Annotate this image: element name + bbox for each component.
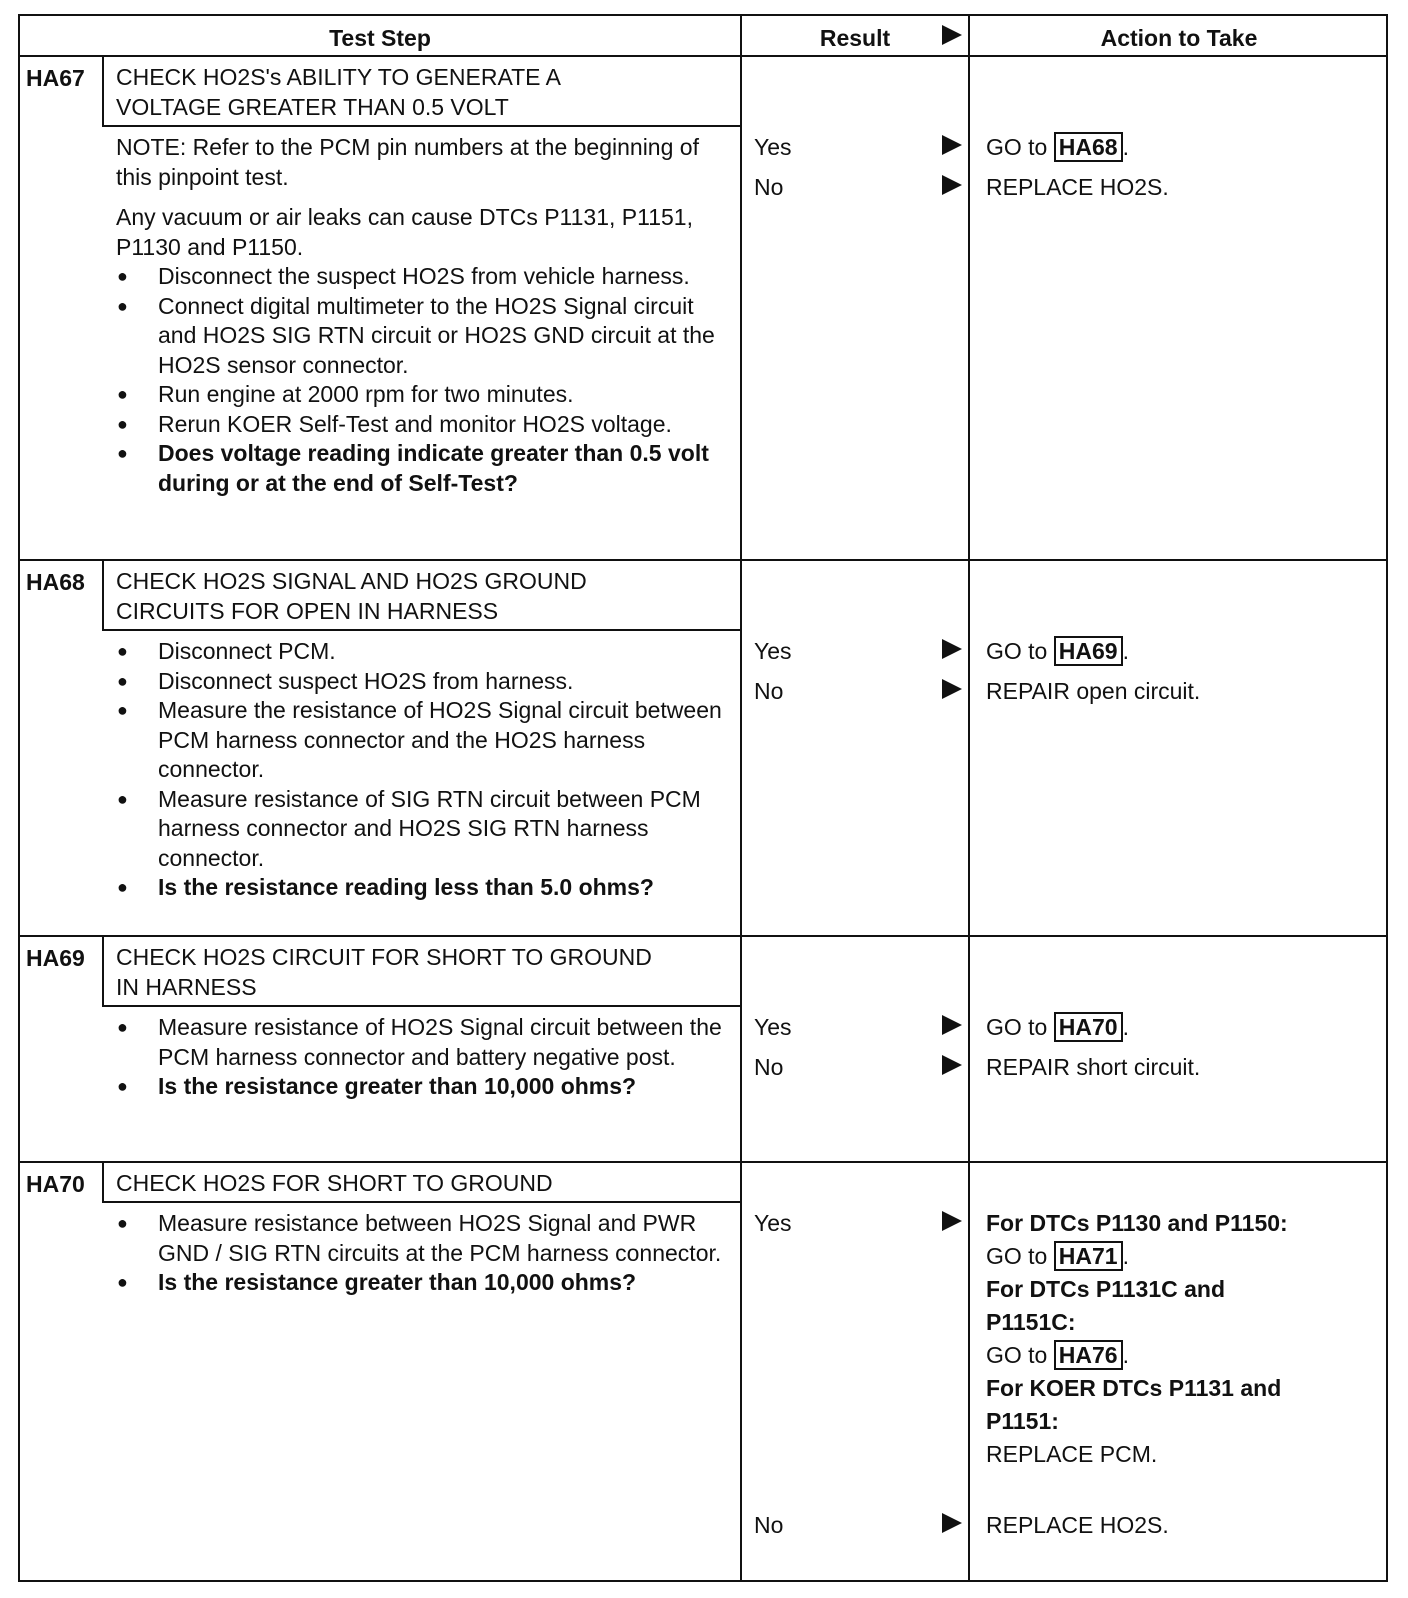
result-no-ha69: No	[754, 1054, 784, 1080]
ha67-id-divider	[102, 55, 104, 125]
intro-text: Any vacuum or air leaks can cause DTCs P1131, P1151, P1130 and P1150.	[116, 204, 693, 260]
action-yes-ha69: GO to HA70 .	[986, 1014, 1129, 1040]
go-to-text: GO to	[986, 1014, 1048, 1040]
action-yes-ha70	[986, 1207, 1381, 1471]
step-title-ha70	[116, 1169, 553, 1199]
step-title-ha67	[116, 63, 561, 122]
action-yes-ha68: GO to HA69 .	[986, 638, 1129, 664]
title-line: CHECK HO2S's ABILITY TO GENERATE A	[116, 64, 561, 90]
row-divider	[20, 935, 1386, 937]
step-title-ha68	[116, 567, 587, 626]
step-title-ha69	[116, 943, 652, 1002]
header-result: Result	[819, 25, 891, 51]
question-item: ● Is the resistance greater than 10,000 ohms?	[116, 1268, 726, 1298]
header-arrow-icon	[942, 25, 962, 45]
title-line: IN HARNESS	[116, 973, 257, 1000]
instruction-list	[116, 637, 726, 903]
result-no-ha67: No	[754, 174, 784, 200]
dtc-heading: For DTCs P1130 and P1150:	[986, 1210, 1288, 1236]
list-item: ● Measure resistance of HO2S Signal circuit between the PCM harness connector and battery negative post.	[116, 1013, 726, 1072]
step-id-ha69: HA69	[26, 945, 85, 971]
ha69-title-divider	[102, 1005, 740, 1007]
action-no-ha68: REPAIR open circuit.	[986, 678, 1201, 704]
step-body-ha68	[116, 637, 726, 903]
ha67-title-divider	[102, 125, 740, 127]
arrow-icon	[942, 135, 962, 155]
question-item: ● Is the resistance greater than 10,000 ohms?	[116, 1072, 726, 1102]
ha69-id-divider	[102, 935, 104, 1005]
step-ref-ha69[interactable]: HA69	[1054, 636, 1123, 666]
action-no-ha70: REPLACE HO2S.	[986, 1512, 1169, 1538]
action-column-divider	[968, 16, 970, 1580]
list-item: ● Disconnect PCM.	[116, 637, 726, 667]
dtc-heading: P1151C:	[986, 1309, 1076, 1335]
dtc-heading: For KOER DTCs P1131 and	[986, 1375, 1282, 1401]
question-item: ● Does voltage reading indicate greater than 0.5 volt during or at the end of Self-Test?	[116, 439, 726, 498]
go-to-text: GO to	[986, 638, 1048, 664]
instruction-list	[116, 262, 726, 498]
ha70-title-divider	[102, 1201, 740, 1203]
row-divider	[20, 1161, 1386, 1163]
question-item: ● Is the resistance reading less than 5.0 ohms?	[116, 873, 726, 903]
go-to-text: GO to	[986, 1342, 1048, 1368]
step-ref-ha68[interactable]: HA68	[1054, 132, 1123, 162]
dtc-heading: For DTCs P1131C and	[986, 1276, 1226, 1302]
title-line: VOLTAGE GREATER THAN 0.5 VOLT	[116, 93, 509, 120]
result-yes-ha67: Yes	[754, 134, 792, 160]
arrow-icon	[942, 1513, 962, 1533]
go-to-line: GO to HA71 .	[986, 1243, 1129, 1269]
step-ref-ha76[interactable]: HA76	[1054, 1340, 1123, 1370]
title-line: CHECK HO2S SIGNAL AND HO2S GROUND	[116, 568, 587, 594]
list-item: ● Disconnect the suspect HO2S from vehicle harness.	[116, 262, 726, 292]
row-divider	[20, 559, 1386, 561]
step-id-ha68: HA68	[26, 569, 85, 595]
list-item: ● Rerun KOER Self-Test and monitor HO2S voltage.	[116, 410, 726, 440]
dtc-heading: P1151:	[986, 1408, 1059, 1434]
arrow-icon	[942, 1211, 962, 1231]
result-no-ha68: No	[754, 678, 784, 704]
ha68-id-divider	[102, 559, 104, 629]
result-yes-ha68: Yes	[754, 638, 792, 664]
step-id-ha67: HA67	[26, 65, 85, 91]
arrow-icon	[942, 175, 962, 195]
step-ref-ha71[interactable]: HA71	[1054, 1241, 1123, 1271]
result-no-ha70: No	[754, 1512, 784, 1538]
list-item: ● Measure resistance of SIG RTN circuit between PCM harness connector and HO2S SIG RTN harness connector.	[116, 785, 726, 874]
go-to-text: GO to	[986, 134, 1048, 160]
arrow-icon	[942, 639, 962, 659]
step-body-ha69	[116, 1013, 726, 1102]
list-item: ● Connect digital multimeter to the HO2S Signal circuit and HO2S SIG RTN circuit or HO2S GND circuit at the HO2S sensor connector.	[116, 292, 726, 381]
result-yes-ha69: Yes	[754, 1014, 792, 1040]
action-no-ha69: REPAIR short circuit.	[986, 1054, 1201, 1080]
title-line: CHECK HO2S CIRCUIT FOR SHORT TO GROUND	[116, 944, 652, 970]
instruction-list	[116, 1209, 726, 1298]
step-body-ha70	[116, 1209, 726, 1298]
step-body-ha67	[116, 133, 726, 498]
note-text: NOTE: Refer to the PCM pin numbers at the beginning of this pinpoint test.	[116, 134, 699, 190]
step-ref-ha70[interactable]: HA70	[1054, 1012, 1123, 1042]
title-line: CIRCUITS FOR OPEN IN HARNESS	[116, 597, 499, 624]
list-item: ● Measure the resistance of HO2S Signal circuit between PCM harness connector and the HO2S harness connector.	[116, 696, 726, 785]
go-to-line: GO to HA76 .	[986, 1342, 1129, 1368]
pinpoint-test-table	[18, 14, 1388, 1582]
instruction-list	[116, 1013, 726, 1102]
step-id-ha70: HA70	[26, 1171, 85, 1197]
list-item: ● Disconnect suspect HO2S from harness.	[116, 667, 726, 697]
arrow-icon	[942, 1055, 962, 1075]
header-action: Action to Take	[1100, 25, 1258, 51]
header-test-step: Test Step	[329, 25, 431, 51]
ha70-id-divider	[102, 1161, 104, 1201]
action-yes-ha67: GO to HA68 .	[986, 134, 1129, 160]
go-to-text: GO to	[986, 1243, 1048, 1269]
action-text: REPLACE PCM.	[986, 1441, 1158, 1467]
header-divider	[20, 55, 1386, 57]
result-column-divider	[740, 16, 742, 1580]
title-line: CHECK HO2S FOR SHORT TO GROUND	[116, 1170, 553, 1196]
action-no-ha67: REPLACE HO2S.	[986, 174, 1169, 200]
arrow-icon	[942, 679, 962, 699]
list-item: ● Measure resistance between HO2S Signal and PWR GND / SIG RTN circuits at the PCM harness connector.	[116, 1209, 726, 1268]
list-item: ● Run engine at 2000 rpm for two minutes.	[116, 380, 726, 410]
ha68-title-divider	[102, 629, 740, 631]
result-yes-ha70: Yes	[754, 1210, 792, 1236]
arrow-icon	[942, 1015, 962, 1035]
